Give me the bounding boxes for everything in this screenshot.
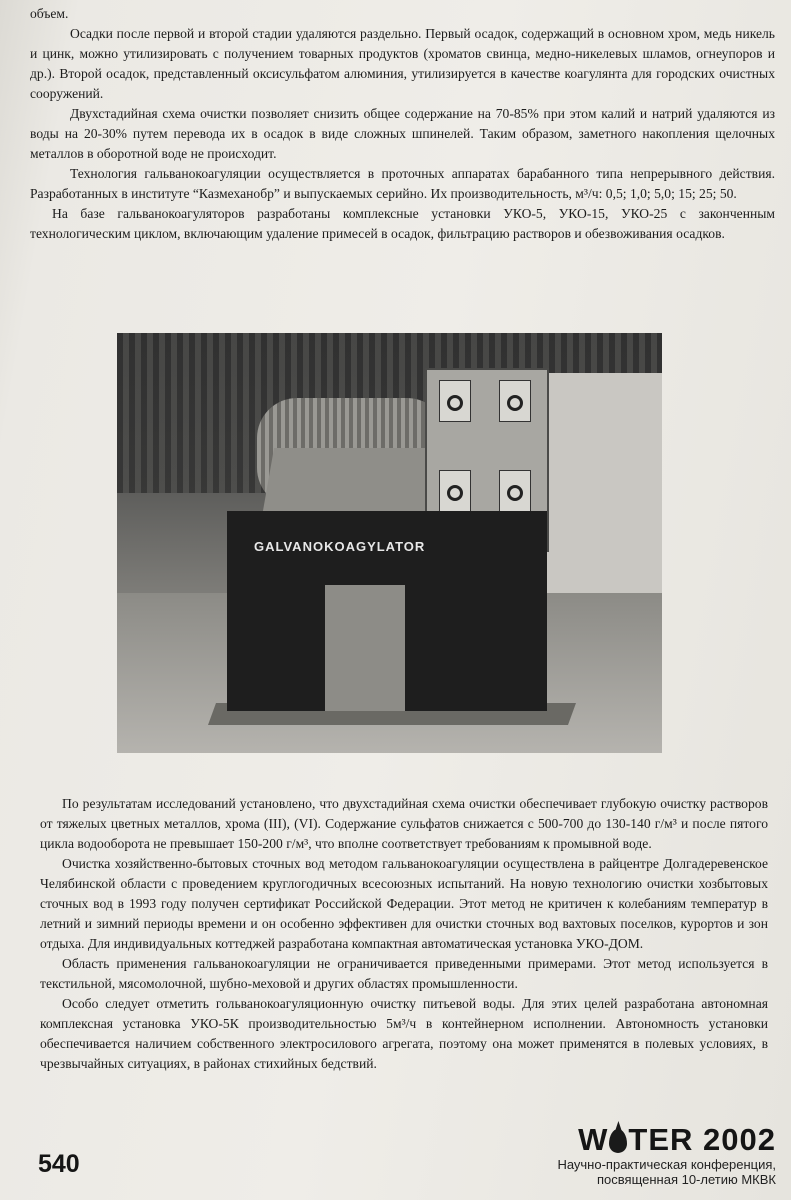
paragraph: объем. <box>30 6 69 21</box>
paragraph: Осадки после первой и второй стадии удаляются раздельно. Первый осадок, содержащий в основном хром, медь никель и цинк, можно утилизировать с получением товарных продуктов (хроматов свинца, медно-никелевых шламов, огнеупоров и др.). Второй осадок, представленный оксисульфатом алюминия, утилизируется в качестве коагулянта для городских очистных сооружений. <box>30 26 775 101</box>
gauge-icon <box>499 380 531 422</box>
conference-brand <box>550 1123 776 1187</box>
paragraph: Очистка хозяйственно-бытовых сточных вод методом гальванокоагуляции осуществлена в райцентре Долгадеревенское Челябинской области с проведением круглогодичных всесоюзных испытаний. На новую технологию очистки хозбытовых сточных вод в 1993 году получен сертификат Российской Федерации. Этот метод не критичен к колебаниям температур в летний и зимний периоды времени и он особенно эффективен для очистки сточных вод вахтовых поселков, курортов и зон отдыха. Для индивидуальных коттеджей разработана компактная автоматическая установка УКО-ДОМ. <box>40 856 768 951</box>
top-text-block <box>30 4 775 244</box>
water-drop-icon <box>609 1129 627 1153</box>
gauge-icon <box>439 380 471 422</box>
page-number: 540 <box>38 1150 80 1178</box>
paragraph: По результатам исследований установлено, что двухстадийная схема очистки обеспечивает глубокую очистку растворов от тяжелых цветных металлов, хрома (III), (VI). Содержание сульфатов снижается с 500-700 до 130-140 г/м³ и после пятого цикла водооборота не превышает 150-200 г/м³, что вполне соответствует требованиям к промывной воде. <box>40 796 768 851</box>
galvanocoagulator-photo <box>117 333 662 753</box>
paragraph: Область применения гальванокоагуляции не ограничивается приведенными примерами. Этот метод используется в текстильной, мясомолочной, шубно-меховой и других областях промышленности. <box>40 956 768 991</box>
photo-base-gap <box>325 585 405 711</box>
brand-w: W <box>578 1122 609 1157</box>
paragraph: Особо следует отметить гольванокоагуляционную очистку питьевой воды. Для этих целей разработана автономная комплексная установка УКО-5К производительностью 5м³/ч в контейнерном исполнении. Автономность установки обеспечивается наличием собственного электросилового агрегата, поэтому она может применятся в полевых условиях, в чрезвычайных ситуациях, в районах стихийных бедствий. <box>40 996 768 1071</box>
brand-title <box>550 1123 776 1157</box>
gauge-icon <box>499 470 531 512</box>
paragraph: Двухстадийная схема очистки позволяет снизить общее содержание на 70-85% при этом калий и натрий удаляются из воды на 20-30% путем перевода их в осадок в виде сложных шпинелей. Таким образом, заметного накопления щелочных металлов в оборотной воде не происходит. <box>30 106 775 161</box>
brand-subtitle-line1: Научно-практическая конференция, <box>557 1157 776 1172</box>
bottom-text-block <box>40 794 768 1074</box>
gauge-icon <box>439 470 471 512</box>
paragraph: На базе гальванокоагуляторов разработаны комплексные установки УКО-5, УКО-15, УКО-25 с законченным технологическим циклом, включающим удаление примесей в осадок, фильтрацию растворов и обезвоживания осадков. <box>30 206 775 241</box>
paragraph: Технология гальванокоагуляции осуществляется в проточных аппаратах барабанного типа непрерывного действия. Разработанных в институте “Казмеханобр” и выпускаемых серийно. Их производительность, м³/ч: 0,5; 1,0; 5,0; 15; 25; 50. <box>30 166 775 201</box>
brand-subtitle-line2: посвященная 10-летию МКВК <box>597 1172 776 1187</box>
machine-label: GALVANOKOAGYLATOR <box>254 539 426 554</box>
brand-rest: TER 2002 <box>628 1122 776 1157</box>
